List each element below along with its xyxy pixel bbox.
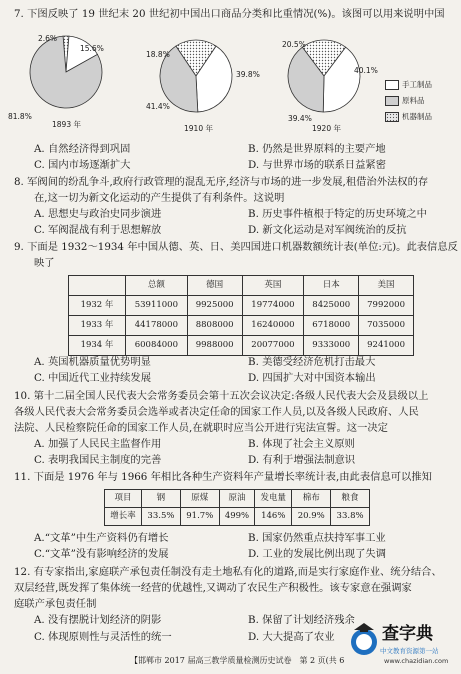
q8-option-b: B. 历史事件植根于特定的历史环境之中 xyxy=(248,208,427,220)
pie-year-label: 1920 年 xyxy=(312,124,341,133)
table-header-row: 总额 德国 英国 日本 美国 xyxy=(69,276,414,296)
q12-option-c: C. 体现原则性与灵活性的统一 xyxy=(34,631,172,643)
legend-item-machine: 机器制品 xyxy=(385,112,432,122)
logo-url: www.chazidian.com xyxy=(384,657,449,665)
pie-slice-label: 18.8% xyxy=(146,50,170,59)
q11-option-a: A.“文革”中生产资料仍有增长 xyxy=(34,532,169,544)
q7-stem: 7. 下图反映了 19 世纪末 20 世纪初中国出口商品分类和比重情况(%)。该图可以用来说明中国 xyxy=(14,8,445,20)
q8-option-c: C. 军阀混战有利于思想解放 xyxy=(34,224,162,236)
table-row: 1934 年 60084000 9988000 20077000 9333000 9241000 xyxy=(69,336,414,356)
q10-option-a: A. 加强了人民民主监督作用 xyxy=(34,438,162,450)
q12-stem-3: 庭联产承包责任制 xyxy=(14,598,97,610)
q10-option-d: D. 有利于增强法制意识 xyxy=(248,454,356,466)
table-row: 1933 年 44178000 8808000 16240000 6718000 7035000 xyxy=(69,316,414,336)
q9-option-b: B. 美德受经济危机打击最大 xyxy=(248,356,376,368)
q7-option-d: D. 与世界市场的联系日益紧密 xyxy=(248,159,386,171)
pie-slice-label: 39.4% xyxy=(288,114,312,123)
table-row: 1932 年 53911000 9925000 19774000 8425000 7992000 xyxy=(69,296,414,316)
q11-table xyxy=(104,489,370,526)
q8-stem-2: 在,这一切为新文化运动的产生提供了有利条件。这说明 xyxy=(34,192,285,204)
pie-slice-label: 39.8% xyxy=(236,70,260,79)
q11-option-c: C.“文革”没有影响经济的发展 xyxy=(34,548,169,560)
q10-stem-3: 法院、人民检察院任命的国家工作人员,在就职时应当公开进行宪法宣誓。这一决定 xyxy=(14,422,388,434)
table-header-row: 项目 钢 原煤 原油 发电量 棉布 粮食 xyxy=(105,490,370,508)
q7-option-a: A. 自然经济得到巩固 xyxy=(34,143,131,155)
q12-option-a: A. 没有摆脱计划经济的阴影 xyxy=(34,614,162,626)
pie-year-label: 1910 年 xyxy=(184,124,213,133)
pie-slice-label: 20.5% xyxy=(282,40,306,49)
q9-option-c: C. 中国近代工业持续发展 xyxy=(34,372,152,384)
pie-slice-label: 81.8% xyxy=(8,112,32,121)
q12-option-b: B. 保留了计划经济残余 xyxy=(248,614,355,626)
chazidian-logo xyxy=(346,620,458,670)
q7-pie-charts xyxy=(18,26,388,132)
q10-option-b: B. 体现了社会主义原则 xyxy=(248,438,355,450)
q9-stem-2: 映了 xyxy=(34,257,55,269)
q9-option-a: A. 英国机器质量优势明显 xyxy=(34,356,151,368)
q12-stem-1: 12. 有专家指出,家庭联产承包责任制没有走土地私有化的道路,而是实行家庭作业、统分结合、 xyxy=(14,566,442,578)
q10-stem-2: 各级人民代表大会常务委员会选举或者决定任命的国家工作人员,以及各级人民政府、人民 xyxy=(14,406,419,418)
pie-slice-label: 15.6% xyxy=(80,44,104,53)
pie-year-label: 1893 年 xyxy=(52,120,81,129)
pie-slice-label: 40.1% xyxy=(354,66,378,75)
q10-option-c: C. 表明我国民主制度的完善 xyxy=(34,454,162,466)
page-footer: 【邯郸市 2017 届高三教学质量检测历史试卷 第 2 页(共 6 xyxy=(130,656,345,665)
q12-stem-2: 双层经营,既发挥了集体统一经营的优越性,又调动了农民生产积极性。该专家意在强调家 xyxy=(14,582,412,594)
q9-stem-1: 9. 下面是 1932～1934 年中国从德、英、日、美四国进口机器数额统计表(单位:元)。此表信息反 xyxy=(14,241,458,253)
q8-option-d: D. 新文化运动是对军阀统治的反抗 xyxy=(248,224,407,236)
q8-stem-1: 8. 军阀间的纷乱争斗,政府行政管理的混乱无序,经济与市场的进一步发展,租借治外法权的存 xyxy=(14,176,429,188)
pie-slice-label: 41.4% xyxy=(146,102,170,111)
q7-option-b: B. 仍然是世界原料的主要产地 xyxy=(248,143,386,155)
pie-slice-label: 2.6% xyxy=(38,34,58,43)
q9-option-d: D. 四国扩大对中国资本输出 xyxy=(248,372,376,384)
q11-stem: 11. 下面是 1976 年与 1966 年相比各种生产资料年产量增长率统计表,由此表信息可以推知 xyxy=(14,471,432,483)
logo-title: 查字典 xyxy=(382,624,433,644)
q10-stem-1: 10. 第十二届全国人民代表大会常务委员会第十五次会议决定:各级人民代表大会及县级以上 xyxy=(14,390,429,402)
q11-option-b: B. 国家仍然重点扶持军事工业 xyxy=(248,532,386,544)
q7-option-c: C. 国内市场逐渐扩大 xyxy=(34,159,131,171)
q11-option-d: D. 工业的发展比例出现了失调 xyxy=(248,548,386,560)
table-row: 增长率 33.5% 91.7% 499% 146% 20.9% 33.8% xyxy=(105,508,370,526)
legend-item-raw: 原料品 xyxy=(385,96,432,106)
pie-legend xyxy=(385,80,432,128)
logo-subtitle: 中文教育资源第一站 xyxy=(380,647,439,655)
q8-option-a: A. 思想史与政治史同步演进 xyxy=(34,208,162,220)
q9-table xyxy=(68,275,414,356)
q12-option-d: D. 大大提高了农业 xyxy=(248,631,335,643)
legend-item-handmade: 手工制品 xyxy=(385,80,432,90)
